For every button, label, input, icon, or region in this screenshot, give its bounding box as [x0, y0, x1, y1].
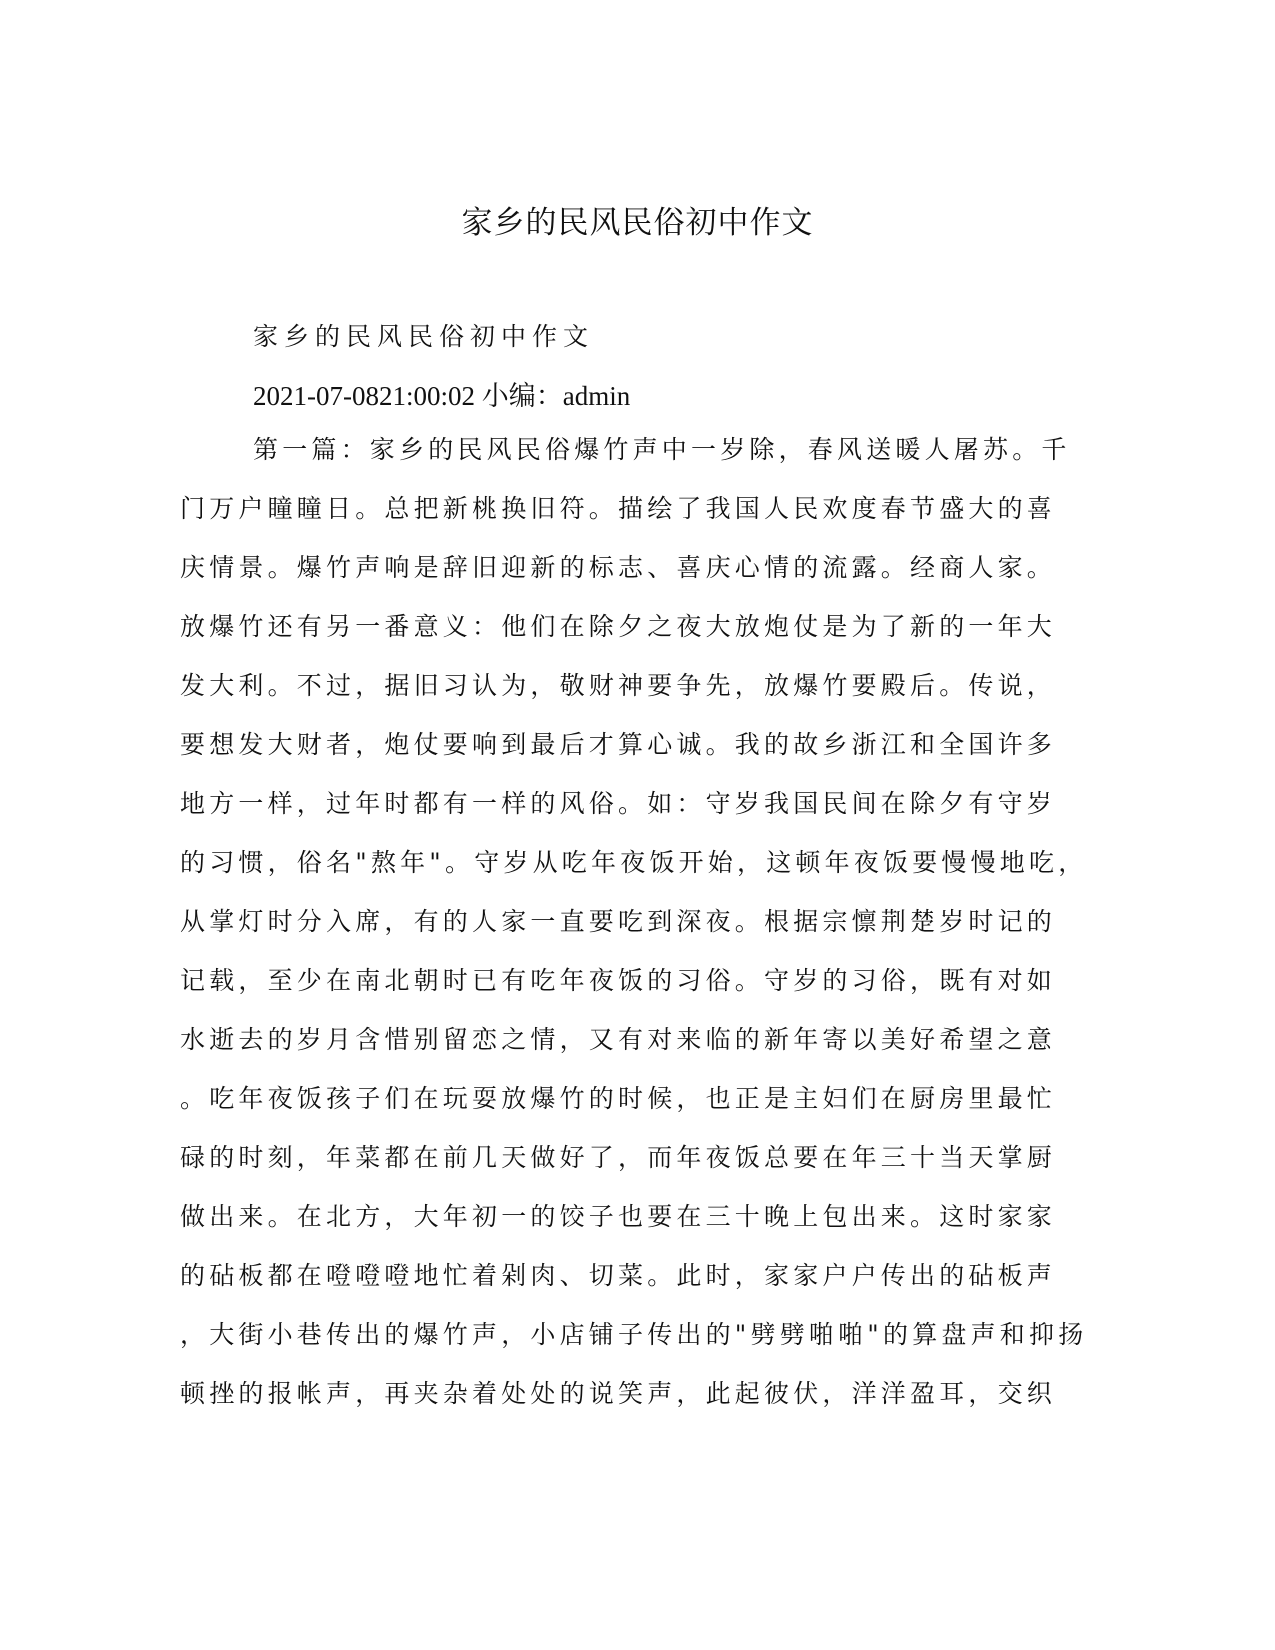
body-line: 门万户瞳瞳日。总把新桃换旧符。描绘了我国人民欢度春节盛大的喜: [180, 494, 1057, 523]
article-subtitle: 家乡的民风民俗初中作文: [253, 322, 595, 351]
body-line: 发大利。不过，据旧习认为，敬财神要争先，放爆竹要殿后。传说，: [180, 671, 1057, 700]
body-line: 碌的时刻，年菜都在前几天做好了，而年夜饭总要在年三十当天掌厨: [180, 1143, 1057, 1172]
body-line: 。吃年夜饭孩子们在玩耍放爆竹的时候，也正是主妇们在厨房里最忙: [180, 1084, 1057, 1113]
page-title: 家乡的民风民俗初中作文: [461, 205, 814, 241]
body-line: 的习惯，俗名"熬年"。守岁从吃年夜饭开始，这顿年夜饭要慢慢地吃，: [180, 848, 1088, 877]
body-line: 从掌灯时分入席，有的人家一直要吃到深夜。根据宗懔荆楚岁时记的: [180, 907, 1057, 936]
body-line: 的砧板都在噔噔噔地忙着剁肉、切菜。此时，家家户户传出的砧板声: [180, 1261, 1057, 1290]
body-line: 地方一样，过年时都有一样的风俗。如：守岁我国民间在除夕有守岁: [180, 789, 1057, 818]
article-dateline: 2021-07-0821:00:02 小编：admin: [253, 381, 631, 411]
body-line: 水逝去的岁月含惜别留恋之情，又有对来临的新年寄以美好希望之意: [180, 1025, 1057, 1054]
body-line: 顿挫的报帐声，再夹杂着处处的说笑声，此起彼伏，洋洋盈耳，交织: [180, 1379, 1057, 1408]
body-line: 庆情景。爆竹声响是辞旧迎新的标志、喜庆心情的流露。经商人家。: [180, 553, 1057, 582]
body-line: 做出来。在北方，大年初一的饺子也要在三十晚上包出来。这时家家: [180, 1202, 1057, 1231]
body-line: ，大街小巷传出的爆竹声，小店铺子传出的"劈劈啪啪"的算盘声和抑扬: [180, 1320, 1088, 1349]
body-line: 放爆竹还有另一番意义：他们在除夕之夜大放炮仗是为了新的一年大: [180, 612, 1057, 641]
body-line: 记载，至少在南北朝时已有吃年夜饭的习俗。守岁的习俗，既有对如: [180, 966, 1057, 995]
body-line: 要想发大财者，炮仗要响到最后才算心诚。我的故乡浙江和全国许多: [180, 730, 1057, 759]
body-line: 第一篇：家乡的民风民俗爆竹声中一岁除，春风送暖人屠苏。千: [253, 435, 1071, 464]
